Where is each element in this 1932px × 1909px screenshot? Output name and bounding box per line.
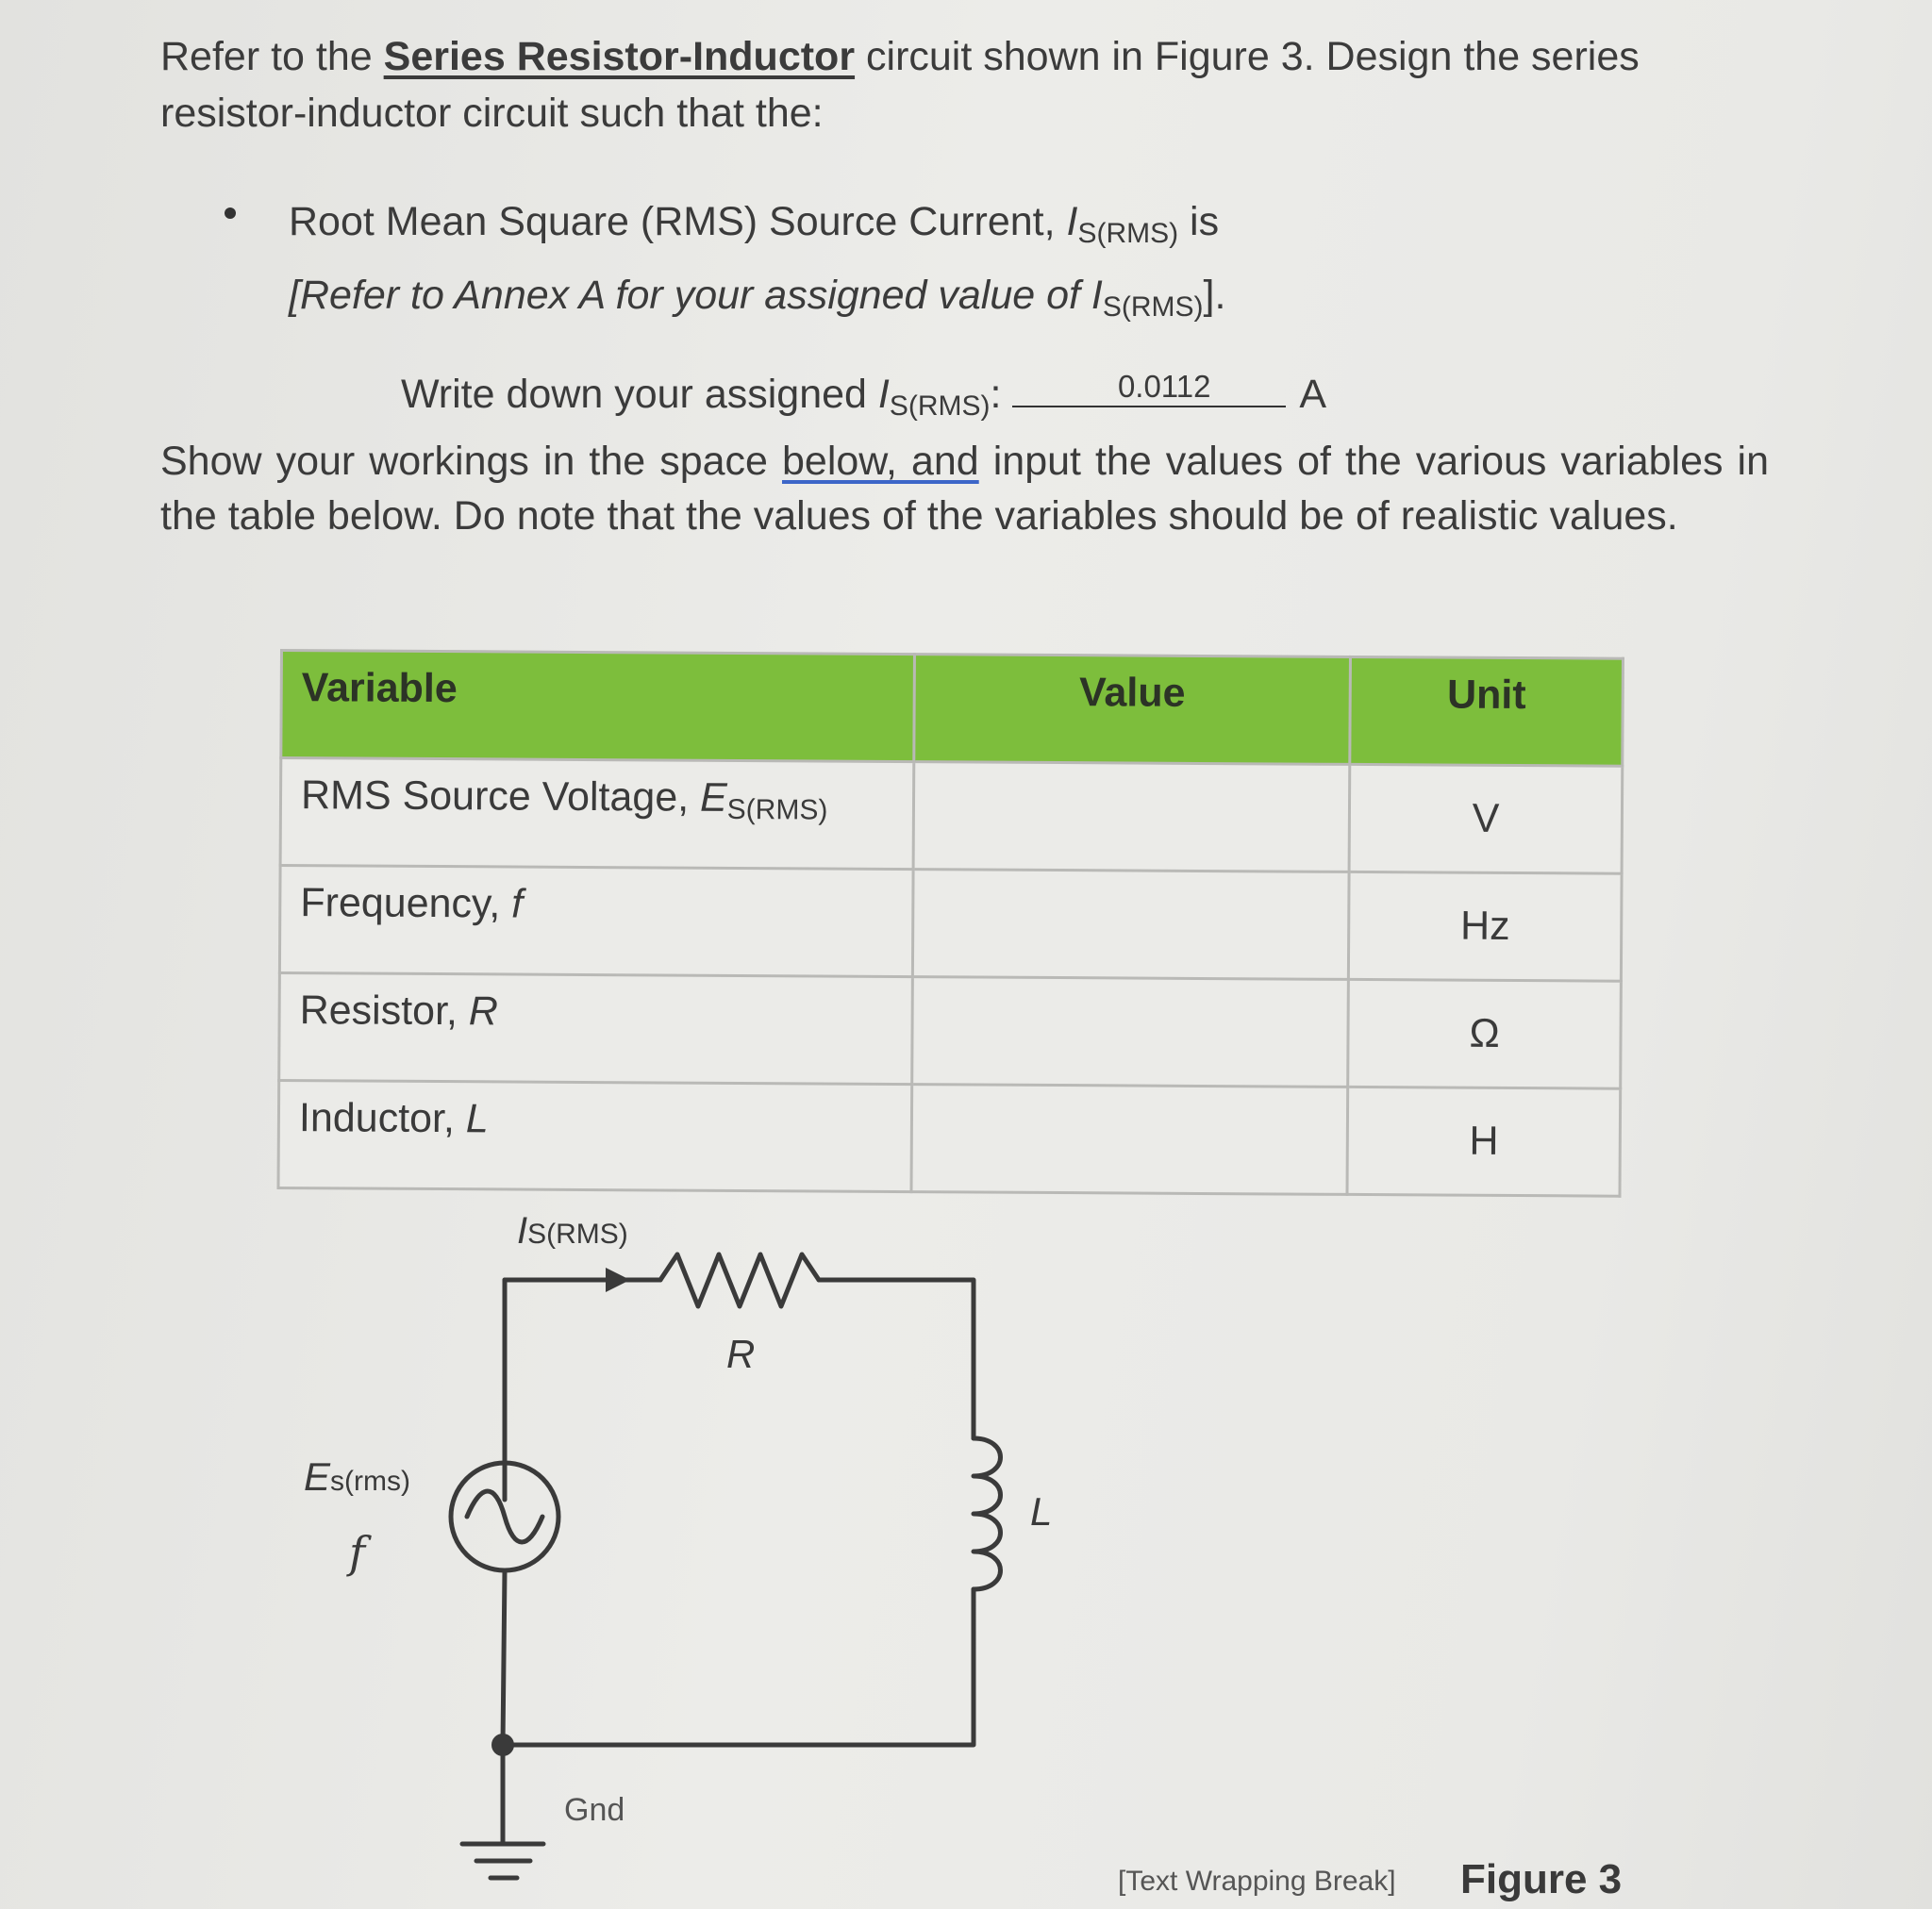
current-label-symbol: I (517, 1210, 528, 1252)
current-subscript: S(RMS) (1077, 218, 1179, 249)
assignment-colon: : (990, 372, 1002, 417)
wire-top-right (819, 1280, 974, 1438)
variable-symbol: E (699, 774, 727, 821)
resistor-symbol (660, 1254, 819, 1306)
variable-label: RMS Source Voltage, (300, 772, 701, 821)
variable-label: Frequency, (300, 880, 512, 927)
intro-text-post: circuit shown in Figure 3. Design the series resistor-inductor circuit such that the: (160, 34, 1640, 136)
ground-node-dot (491, 1734, 514, 1756)
unit-cell: V (1349, 764, 1623, 873)
workings-text-post: input the values of the various variables in the table below. Do note that the values of the variables should be of realistic values. (160, 439, 1769, 539)
wire-left-bottom (503, 1570, 505, 1844)
current-symbol: I (1066, 199, 1078, 244)
assigned-unit: A (1299, 372, 1327, 417)
intro-text-pre: Refer to the (160, 34, 384, 79)
resistor-label: R (726, 1332, 756, 1376)
inductor-symbol (974, 1438, 1001, 1589)
header-variable: Variable (281, 651, 915, 762)
bullet-line-2-end: ]. (1203, 273, 1226, 318)
current-label-subscript: S(RMS) (527, 1219, 628, 1250)
current-arrow (606, 1268, 630, 1292)
spellcheck-flagged-text[interactable]: below, and (782, 439, 979, 484)
workings-text-pre: Show your workings in the space (160, 439, 782, 484)
intro-circuit-name: Series Resistor-Inductor (383, 34, 856, 79)
current-subscript: S(RMS) (889, 390, 991, 422)
current-symbol: I (877, 372, 890, 417)
variable-label: Resistor, (299, 988, 470, 1035)
current-subscript: S(RMS) (1102, 291, 1204, 323)
bullet-line-1-text: Root Mean Square (RMS) Source Current, (289, 199, 1067, 244)
variable-symbol: R (468, 988, 499, 1035)
unit-cell: H (1347, 1087, 1621, 1196)
header-value: Value (914, 655, 1351, 765)
variable-symbol: L (465, 1096, 489, 1142)
figure-caption: Figure 3 (1460, 1856, 1623, 1902)
ground-label: Gnd (564, 1792, 625, 1828)
variable-symbol: f (511, 881, 524, 927)
header-unit: Unit (1350, 656, 1624, 766)
frequency-label: f (349, 1527, 366, 1578)
source-label-symbol: E (304, 1454, 331, 1499)
wire-right-bottom (503, 1589, 974, 1745)
assignment-text: Write down your assigned (401, 372, 878, 417)
bullet-line-2-text: [Refer to Annex A for your assigned value of (289, 273, 1091, 318)
unit-cell: Hz (1349, 872, 1623, 981)
bullet-line-1-end: is (1178, 199, 1220, 244)
variable-label: Inductor, (298, 1095, 467, 1142)
source-label (304, 1454, 410, 1499)
variable-subscript: S(RMS) (726, 793, 828, 826)
ground-symbol (462, 1844, 543, 1878)
source-label-subscript: s(rms) (330, 1466, 410, 1497)
text-wrapping-break-marker: [Text Wrapping Break] (1118, 1866, 1396, 1897)
current-symbol: I (1091, 273, 1103, 318)
inductor-label: L (1030, 1489, 1053, 1534)
current-label (517, 1210, 628, 1252)
assigned-value: 0.0112 (1117, 369, 1211, 404)
unit-cell: Ω (1348, 979, 1622, 1088)
